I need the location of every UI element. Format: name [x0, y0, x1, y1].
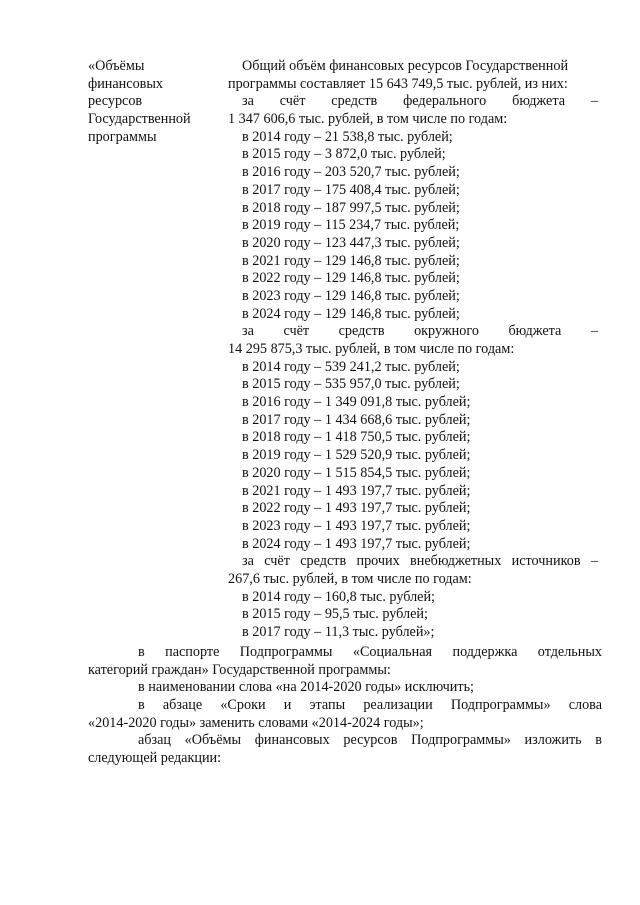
list-item: в 2024 году – 1 493 197,7 тыс. рублей;	[242, 535, 471, 552]
other-sources-heading: 267,6 тыс. рублей, в том числе по годам:	[228, 570, 472, 587]
list-item: в 2018 году – 187 997,5 тыс. рублей;	[242, 199, 460, 216]
list-item: в 2018 году – 1 418 750,5 тыс. рублей;	[242, 429, 471, 446]
list-item: в 2015 году – 95,5 тыс. рублей;	[242, 606, 428, 623]
table-left-label	[88, 58, 218, 146]
amendment-paragraphs	[88, 644, 602, 768]
list-item: в 2017 году – 11,3 тыс. рублей»;	[242, 624, 435, 640]
paragraph-line: «2014-2020 годы» заменить словами «2014-2024 годы»;	[88, 714, 424, 731]
list-item: в 2014 году – 539 241,2 тыс. рублей;	[242, 358, 460, 375]
okrug-budget-heading: за счёт средств окружного бюджета –	[242, 323, 598, 340]
paragraph-line: в паспорте Подпрограммы «Социальная поддержка отдельных	[138, 644, 602, 660]
list-item: в 2016 году – 1 349 091,8 тыс. рублей;	[242, 394, 471, 411]
list-item: в 2015 году – 3 872,0 тыс. рублей;	[242, 146, 446, 163]
list-item: в 2017 году – 1 434 668,6 тыс. рублей;	[242, 411, 471, 428]
other-sources-heading: за счёт средств прочих внебюджетных источников –	[242, 553, 598, 570]
left-label-line: Государственной	[88, 111, 191, 128]
list-item: в 2021 году – 129 146,8 тыс. рублей;	[242, 252, 460, 269]
federal-budget-heading: за счёт средств федерального бюджета –	[242, 93, 598, 110]
list-item: в 2022 году – 1 493 197,7 тыс. рублей;	[242, 500, 471, 517]
left-label-line: ресурсов	[88, 93, 143, 110]
list-item: в 2015 году – 535 957,0 тыс. рублей;	[242, 376, 460, 393]
paragraph-line: в абзаце «Сроки и этапы реализации Подпрограммы» слова	[138, 697, 602, 714]
list-item: в 2016 году – 203 520,7 тыс. рублей;	[242, 164, 460, 181]
list-item: в 2017 году – 175 408,4 тыс. рублей;	[242, 181, 460, 198]
okrug-years-list	[228, 359, 598, 554]
paragraph-line: категорий граждан» Государственной программы:	[88, 661, 391, 678]
left-label-line: программы	[88, 128, 157, 145]
paragraph-line: абзац «Объёмы финансовых ресурсов Подпрограммы» изложить в	[138, 732, 602, 749]
okrug-budget-heading: 14 295 875,3 тыс. рублей, в том числе по годам:	[228, 341, 515, 357]
left-label-line: «Объёмы	[88, 58, 145, 74]
table-right-content	[228, 58, 598, 642]
list-item: в 2020 году – 123 447,3 тыс. рублей;	[242, 234, 460, 251]
list-item: в 2014 году – 160,8 тыс. рублей;	[242, 588, 435, 605]
list-item: в 2023 году – 1 493 197,7 тыс. рублей;	[242, 517, 471, 534]
list-item: в 2014 году – 21 538,8 тыс. рублей;	[242, 128, 453, 145]
other-years-list	[228, 589, 598, 642]
intro-line: программы составляет 15 643 749,5 тыс. рублей, из них:	[228, 75, 568, 92]
federal-years-list	[228, 129, 598, 324]
intro-line: Общий объём финансовых ресурсов Государственной	[242, 58, 569, 74]
list-item: в 2023 году – 129 146,8 тыс. рублей;	[242, 287, 460, 304]
list-item: в 2019 году – 115 234,7 тыс. рублей;	[242, 217, 460, 234]
paragraph-line: следующей редакции:	[88, 750, 222, 767]
federal-budget-heading: 1 347 606,6 тыс. рублей, в том числе по годам:	[228, 111, 508, 128]
list-item: в 2024 году – 129 146,8 тыс. рублей;	[242, 305, 460, 322]
list-item: в 2021 году – 1 493 197,7 тыс. рублей;	[242, 482, 471, 499]
paragraph-line: в наименовании слова «на 2014-2020 годы» исключить;	[138, 679, 475, 696]
list-item: в 2020 году – 1 515 854,5 тыс. рублей;	[242, 464, 471, 481]
left-label-line: финансовых	[88, 75, 163, 92]
list-item: в 2022 году – 129 146,8 тыс. рублей;	[242, 270, 460, 287]
list-item: в 2019 году – 1 529 520,9 тыс. рублей;	[242, 447, 471, 464]
